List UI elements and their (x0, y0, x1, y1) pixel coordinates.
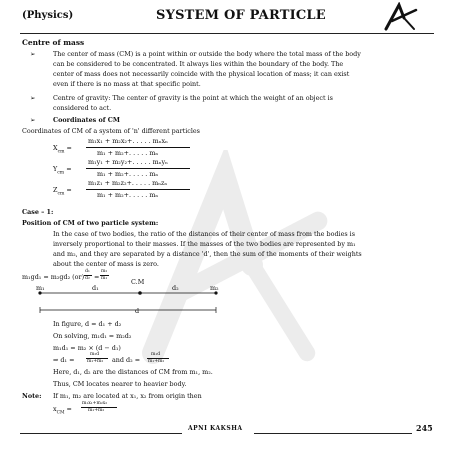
formula-numerator: m₁x₁ + m₂x₂+. . . . . mₙxₙ (88, 137, 168, 145)
derivation-text: ⇒ d₁ = (53, 356, 75, 364)
derivation-text: and d₂ = (112, 356, 141, 364)
fraction-numerator: m₂d (90, 352, 100, 357)
footer-rule-right (254, 433, 412, 434)
diagram-lines (30, 282, 230, 322)
fraction-denominator: m₁+m₂ (88, 408, 105, 413)
text-line: about the center of mass is zero. (53, 260, 159, 269)
formula-numerator: m₁z₁ + m₂z₂+. . . . . mₙzₙ (88, 179, 168, 187)
formula-lhs: x (53, 405, 57, 413)
derivation-line: Here, d₁, d₂ are the distances of CM from m₁, m₂. (53, 368, 213, 376)
derivation-line: Thus, CM locates nearer to heavier body. (53, 380, 187, 388)
diagram-label-cm: C.M (131, 278, 145, 286)
footer-brand: APNI KAKSHA (188, 425, 243, 432)
formula-lhs: X (53, 144, 58, 152)
case-paragraph (53, 229, 433, 269)
fraction-bar (86, 147, 190, 148)
note-label: Note: (22, 392, 42, 400)
diagram-label-m2: m₂ (210, 284, 219, 292)
page-header (0, 0, 453, 34)
bullet-arrow-icon: ➢ (30, 94, 36, 102)
derivation-line: In figure, d = d₁ + d₂ (53, 320, 122, 328)
formula-subscript: cm (57, 170, 65, 176)
case-label: Case – 1: (22, 208, 54, 216)
formula-denominator: m₁ + m₂+. . . . . mₙ (97, 149, 159, 157)
ratio-denominator: d₂ (85, 276, 90, 281)
centre-of-mass-point (138, 291, 142, 295)
text-line: can be considered to be concentrated. It always lies within the boundary of the body. The (53, 60, 344, 69)
diagram-label-m1: m₁ (36, 284, 45, 292)
subject-label: (Physics) (22, 10, 74, 21)
page-number: 245 (416, 423, 433, 433)
apni-kaksha-logo (380, 2, 420, 32)
formula-denominator: m₁ + m₂+. . . . . mₙ (97, 191, 159, 199)
formula-numerator: m₁y₁ + m₂y₂+. . . . . mₙyₙ (88, 158, 168, 166)
derivation-line: On solving, m₁d₁ = m₂d₂ (53, 332, 132, 340)
derivation-line: m₁d₁ = m₂ × (d − d₁) (53, 344, 121, 352)
formula-subscript: cm (57, 191, 65, 197)
page-title: SYSTEM OF PARTICLE (156, 8, 326, 23)
moment-equation-text: m₁gd₁ = m₂gd₂ (or) (22, 273, 85, 281)
diagram-label-d2: d₂ (172, 284, 179, 292)
formula-subscript: CM (56, 410, 65, 416)
bullet-arrow-icon: ➢ (30, 116, 36, 124)
section-heading-centre-of-mass: Centre of mass (22, 38, 85, 47)
ratio-numerator: m₂ (101, 269, 108, 274)
ratio-numerator: d₁ (85, 269, 90, 274)
text-line: even if there is no mass at that specific point. (53, 80, 201, 89)
formula-subscript: cm (57, 149, 65, 155)
formula-denominator: m₁ + m₂+. . . . . mₙ (97, 170, 159, 178)
text-line: inversely proportional to their masses. If the masses of the two bodies are represented by m₁ (53, 240, 356, 249)
diagram-label-d1: d₁ (92, 284, 99, 292)
diagram-label-d: d (135, 307, 140, 315)
fraction-numerator: m₁d (151, 352, 161, 357)
fraction-denominator: m₁+m₂ (87, 359, 104, 364)
coordinates-intro: Coordinates of CM of a system of 'n' different particles (22, 127, 200, 135)
text-line: Centre of gravity: The center of gravity is the point at which the weight of an object is (53, 94, 333, 102)
case-heading: Position of CM of two particle system: (22, 219, 159, 227)
text-line: center of mass does not necessarily coincide with the physical location of mass; it can exist (53, 70, 350, 79)
footer-rule-left (20, 433, 182, 434)
fraction-denominator: m₁+m₂ (148, 359, 165, 364)
bullet-centre-of-mass-definition (53, 49, 433, 89)
document-page: (Physics) SYSTEM OF PARTICLE Centre of mass ➢ The center of mass (CM) is a point within or outside the body where the total mass of the body can be considered to be concentrated. It always lies within the boundary of the body. The center of mass does not necessarily coincide with the physical location of mass; it can exist even if there is no mass at that specific point. ➢ Centre of gravity: The center of gravity is the point at which the weight of an object is considered to act. ➢ Coordinates of CM Coordinates of CM of a system of 'n' different particles $X_{cm}$ = m₁x₁ + m₂x₂+. . . . . mₙxₙ m₁ + m₂+. . . . . mₙ $Y_{cm}$ = m₁y₁ + m₂y₂+. . . . . mₙyₙ m₁ + m₂+. . . . . mₙ $Z_{cm}$ = m₁z₁ + m₂z₂+. . . . . mₙzₙ m₁ + m₂+. . . . . mₙ Case – 1: Position of CM of two particle system: In the case of two bodies, the ratio of the distances of their center of mass from the bodies is inversely proportional to their masses. If the masses of the two bodies are represented by m₁ and m₂, and they are separated by a distance 'd', then the sum of the moments of their weights about the center of mass is zero. m₁gd₁ = m₂gd₂ (or) d₁ d₂ = m₂ m₁ m₁ d₁ C.M d₂ m₂ d In figure, d = d₁ + d₂ On solving, m₁d₁ = m₂d₂ m₁d₁ = m₂ × (d − d₁) ⇒ d₁ = m₂d m₁+m₂ and d₂ = m₁d m₁+m₂ Here, d₁, d₂ are the distances of CM from m₁, m₂. Thus, CM locates nearer to heavier body. Note: If m₁, m₂ are located at x₁, x₂ from origin then $x_{CM}$ = m₁x₁+m₂x₂ m₁+m₂ APNI KAKSHA 245 (0, 0, 453, 453)
note-text: If m₁, m₂ are located at x₁, x₂ from origin then (53, 392, 202, 400)
formula-lhs: Z (53, 186, 58, 194)
equals-sign: = (94, 273, 100, 281)
formula-lhs: Y (53, 165, 58, 173)
text-line: considered to act. (53, 104, 112, 113)
bullet-arrow-icon: ➢ (30, 50, 36, 58)
text-line: In the case of two bodies, the ratio of the distances of their center of mass from the bodies is (53, 230, 355, 238)
fraction-bar (86, 168, 190, 169)
text-line: The center of mass (CM) is a point within or outside the body where the total mass of the body (53, 50, 361, 58)
ratio-denominator: m₁ (101, 276, 108, 281)
bullet-centre-of-gravity (53, 93, 433, 113)
text-line: and m₂, and they are separated by a distance 'd', then the sum of the moments of their weights (53, 250, 362, 259)
fraction-numerator: m₁x₁+m₂x₂ (82, 401, 108, 406)
subheading-coordinates-of-cm: Coordinates of CM (53, 116, 120, 124)
fraction-bar (86, 189, 190, 190)
header-rule (20, 33, 434, 34)
